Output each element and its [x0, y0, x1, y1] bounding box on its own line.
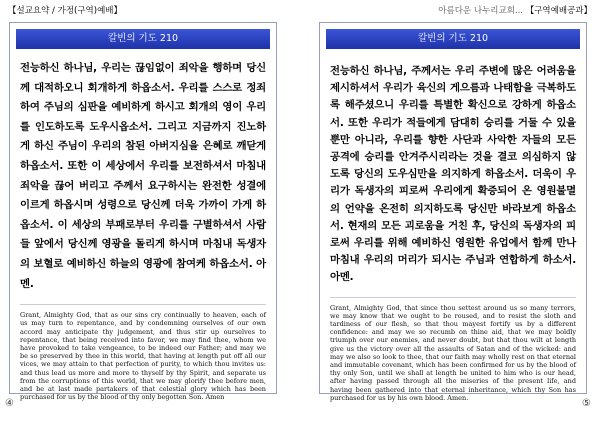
left-page-title: 칼빈의 기도 210 — [16, 29, 270, 49]
header-church-name: 아름다운 나누리교회... — [438, 6, 524, 16]
right-page — [319, 22, 587, 402]
header-left-label: 【설교요약 / 가정(구역)예배】 — [8, 6, 123, 16]
right-page-number: ⑤ — [582, 398, 591, 409]
right-page-title: 칼빈의 기도 210 — [326, 29, 580, 49]
left-korean-prayer: 전능하신 하나님, 우리는 끊임없이 죄악을 행하며 당신께 대적하오니 회개하게 하옵소서. 우리를 스스로 정죄하여 주님의 심판을 예비하게 하시고 회개의 영이 우리를 인도하도록 도우시옵소서. 그리고 지금까지 진노하게 하신 주님이 우리의 참된 아버지심을 은혜로 깨닫게 하옵소서. 또한 이 세상에서 우리를 보전하셔서 마침내 죄악을 끊어 버리고 주께서 요구하시는 완전한 성결에 이르게 하옵시며 성령으로 당신께 더욱 가까이 가게 하옵소서. 이 세상의 부패로부터 우리를 구별하셔서 사람들 앞에서 당신께 영광을 돌리게 하시며 마침내 독생자의 보혈로 예비하신 하늘의 영광에 참여케 하옵소서. 아멘. — [20, 62, 266, 290]
left-page — [9, 22, 277, 402]
left-english-prayer: Grant, Almighty God, that as our sins cry continually to heaven, each of us may turn to repentance, and by condemning ourselves of our own accord may anticipate thy judgement, and thus stir up ourselves to repentance, that being received into favor, we may find thee, whom we have provoked to take vengeance, to be indeed our Father; and may we be so preserved by thee in this world, that having at length put off all our vices, we may attain to that perfection of purity, to which thou invites us: and thus lead us more and more to thyself by thy Spirit, and separate us from the corruptions of this world, that we may glorify thee before men, and be at last made partakers of that celestial glory which has been purchased for us by the blood of thy only begotten Son. Amen — [20, 311, 266, 402]
left-page-number: ④ — [5, 398, 14, 409]
right-english-prayer: Grant, Almighty God, that since thou settest around us so many terrors, we may know that we ought to be roused, and to resist the sloth and tardiness of our flesh, so that thou mayest fortify us by a different confidence: and may we so recumb on thine aid, that we may boldly triumph over our enemies, and never doubt, but that thou wilt at length give us the victory over all the assaults of Satan and of the wicked: and may we also so look to thee, that our faith may wholly rest on that eternal and immutable covenant, which has been confirmed for us by the blood of thy only Son, until we shall at length be united to him who is our head, after having passed through all the miseries of the present life, and having been gathered into that eternal inheritance, which thy Son has purchased for us by his own blood. Amen. — [330, 303, 576, 402]
right-korean-prayer: 전능하신 하나님, 주께서는 우리 주변에 많은 어려움을 제시하셔서 우리가 육신의 게으름과 나태함을 극복하도록 해주셨으니 우리를 특별한 확신으로 강하게 하옵소서. 또한 우리가 적들에게 담대히 승리를 거둘 수 있을 뿐만 아니라, 우리를 향한 사단과 사악한 자들의 모든 공격에 승리를 안겨주시리라는 것을 결코 의심하지 않도록 당신의 도우심만을 의지하게 하옵소서. 더욱이 우리가 독생자의 피로써 우리에게 확증되어 온 영원불멸의 언약을 온전히 의지하도록 당신만 바라보게 하옵소서. 현재의 모든 괴로움을 거친 후, 당신의 독생자의 피로써 우리를 위해 예비하신 영원한 유업에서 함께 만나 마침내 우리의 머리가 되시는 주님과 연합하게 하소서. 아멘. — [330, 65, 576, 284]
right-divider — [330, 297, 576, 298]
left-divider — [20, 304, 266, 305]
header-right-label — [438, 4, 592, 16]
header-section-label: 【구역예배공과】 — [525, 6, 592, 16]
